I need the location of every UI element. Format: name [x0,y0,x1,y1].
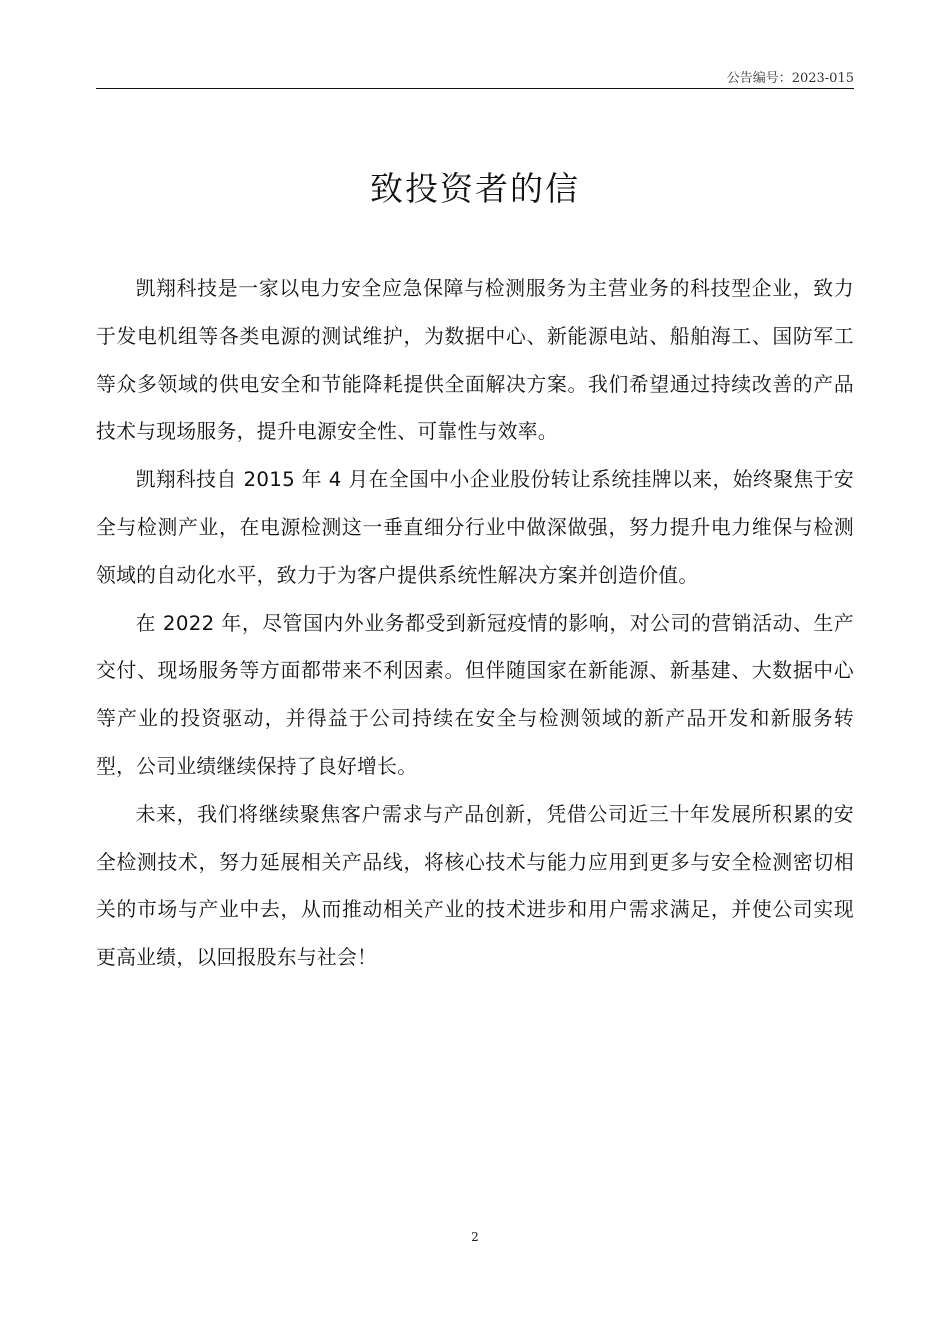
page-number: 2 [471,1230,479,1244]
paragraph-3: 在 2022 年，尽管国内外业务都受到新冠疫情的影响，对公司的营销活动、生产交付、现场服务等方面都带来不利因素。但伴随国家在新能源、新基建、大数据中心等产业的投资驱动，并得益于公司持续在安全与检测领域的新产品开发和新服务转型，公司业绩继续保持了良好增长。 [96,611,854,778]
paragraph-2: 凯翔科技自 2015 年 4 月在全国中小企业股份转让系统挂牌以来，始终聚焦于安全与检测产业，在电源检测这一垂直细分行业中做深做强，努力提升电力维保与检测领域的自动化水平，致力于为客户提供系统性解决方案并创造价值。 [96,468,854,587]
paragraph-4: 未来，我们将继续聚焦客户需求与产品创新，凭借公司近三十年发展所积累的安全检测技术，努力延展相关产品线，将核心技术与能力应用到更多与安全检测密切相关的市场与产业中去，从而推动相关产业的技术进步和用户需求满足，并使公司实现更高业绩，以回报股东与社会！ [96,802,854,970]
announcement-code: 公告编号：2023-015 [726,71,854,86]
page-title: 致投资者的信 [370,169,580,208]
header-divider [96,88,854,89]
letter-body [96,265,854,982]
paragraph-1: 凯翔科技是一家以电力安全应急保障与检测服务为主营业务的科技型企业，致力于发电机组等各类电源的测试维护，为数据中心、新能源电站、船舶海工、国防军工等众多领域的供电安全和节能降耗提供全面解决方案。我们希望通过持续改善的产品技术与现场服务，提升电源安全性、可靠性与效率。 [96,277,854,444]
